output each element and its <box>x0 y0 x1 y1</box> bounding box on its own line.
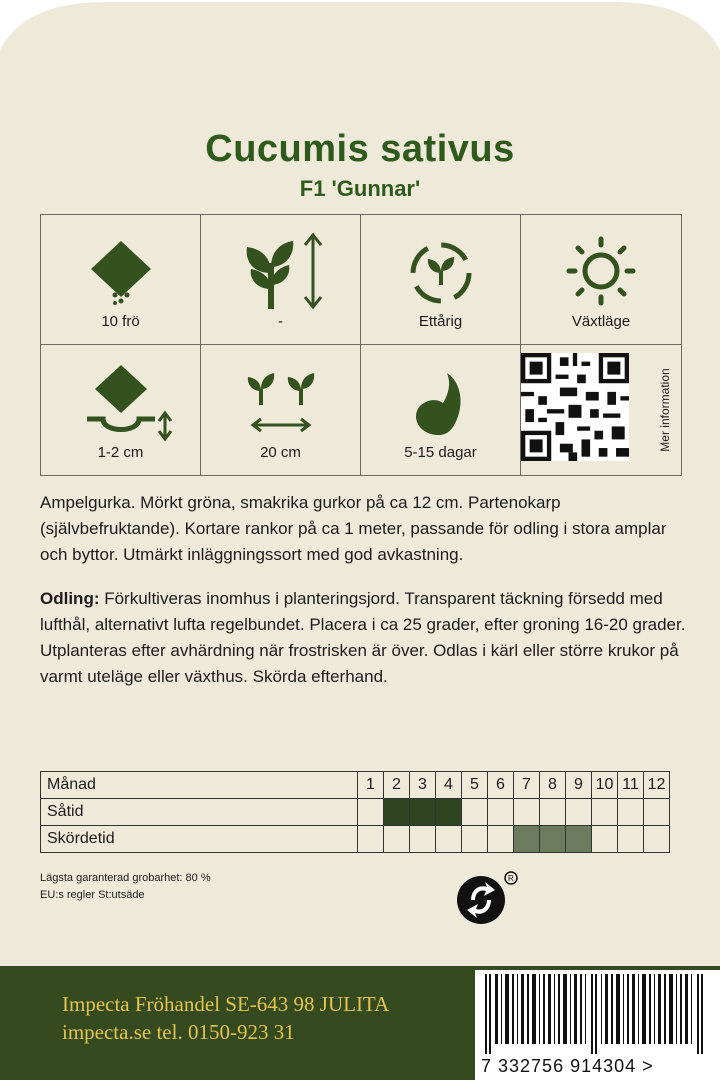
harvest-cell <box>358 826 384 853</box>
cultivation-body: Förkultiveras inomhus i planteringsjord. Transparent täckning försedd med lufthål, alternativt lufta regelbundet. Placera i ca 25 grader, efter groning 16-20 grader. Utplanteras efter avhärdning när frostrisken är över. Odlas i kärl eller större krukor på varmt uteläge eller växthus. Skörda efterhand. <box>40 589 686 686</box>
info-cell-qr <box>521 345 681 475</box>
germination-value: 5-15 dagar <box>404 444 477 461</box>
spacing-value: 20 cm <box>260 444 301 461</box>
month-12: 12 <box>644 772 670 799</box>
sowing-cell <box>384 799 410 826</box>
species-title: Cucumis sativus <box>205 128 515 170</box>
seed-packet-icon <box>41 223 201 313</box>
sowing-label: Såtid <box>41 799 358 826</box>
info-cell-lifecycle <box>361 215 521 345</box>
footer <box>0 966 720 1080</box>
sun-value: Växtläge <box>571 313 631 330</box>
sowing-depth-icon <box>41 353 201 443</box>
sowing-cell <box>592 799 618 826</box>
month-3: 3 <box>410 772 436 799</box>
notes <box>40 870 211 904</box>
germination-icon <box>361 353 521 443</box>
info-cell-germination <box>361 345 521 475</box>
sowing-cell <box>358 799 384 826</box>
barcode <box>475 970 720 1080</box>
hang-hole <box>0 0 720 90</box>
plant-height-value: - <box>278 313 283 330</box>
month-4: 4 <box>436 772 462 799</box>
harvest-cell <box>566 826 592 853</box>
harvest-cell <box>592 826 618 853</box>
harvest-cell <box>462 826 488 853</box>
sowing-cell <box>462 799 488 826</box>
month-6: 6 <box>488 772 514 799</box>
harvest-label: Skördetid <box>41 826 358 853</box>
sowing-cell <box>618 799 644 826</box>
recycling-logo-icon <box>455 870 521 926</box>
harvest-cell <box>514 826 540 853</box>
sowing-cell <box>436 799 462 826</box>
month-8: 8 <box>540 772 566 799</box>
rules-note: EU:s regler St:utsäde <box>40 889 145 901</box>
month-10: 10 <box>592 772 618 799</box>
lifecycle-icon <box>361 223 521 313</box>
sowing-cell <box>410 799 436 826</box>
month-1: 1 <box>358 772 384 799</box>
lifecycle-value: Ettårig <box>418 313 463 330</box>
harvest-cell <box>618 826 644 853</box>
month-5: 5 <box>462 772 488 799</box>
harvest-cell <box>488 826 514 853</box>
company-address: Impecta Fröhandel SE-643 98 JULITA <box>62 992 390 1016</box>
sowing-depth-value: 1-2 cm <box>97 444 144 461</box>
plant-spacing-icon <box>201 353 361 443</box>
description-text: Ampelgurka. Mörkt gröna, smakrika gurkor på ca 12 cm. Partenokarp (självbefruktande). Kortare rankor på ca 1 meter, passande för odling i stora amplar och byttor. Utmärkt inläggningssort med god avkastning. <box>40 493 667 564</box>
plant-height-icon <box>201 223 361 313</box>
info-cell-depth <box>41 345 201 475</box>
cultivation-text <box>40 586 690 690</box>
info-cell-height <box>201 215 361 345</box>
sun-icon <box>521 223 681 313</box>
qr-code-icon[interactable] <box>521 353 629 461</box>
cultivation-label: Odling: <box>40 589 100 608</box>
month-7: 7 <box>514 772 540 799</box>
info-grid <box>40 214 682 476</box>
month-label: Månad <box>41 772 358 799</box>
harvest-cell <box>644 826 670 853</box>
more-info-label: Mer information <box>658 368 672 452</box>
harvest-cell <box>384 826 410 853</box>
info-cell-seeds <box>41 215 201 345</box>
barcode-number: 7 332756 914304 > <box>481 1056 654 1076</box>
month-9: 9 <box>566 772 592 799</box>
company-contact: impecta.se tel. 0150-923 31 <box>62 1020 295 1044</box>
sowing-calendar <box>40 771 670 853</box>
variety-name: F1 'Gunnar' <box>299 176 421 201</box>
info-cell-sun <box>521 215 681 345</box>
info-cell-spacing <box>201 345 361 475</box>
sowing-cell <box>566 799 592 826</box>
harvest-cell <box>436 826 462 853</box>
germination-note: Lägsta garanterad grobarhet: 80 % <box>40 872 211 884</box>
seed-count: 10 frö <box>101 313 140 330</box>
svg-text:R: R <box>508 874 514 883</box>
harvest-cell <box>410 826 436 853</box>
harvest-cell <box>540 826 566 853</box>
sowing-cell <box>540 799 566 826</box>
sowing-cell <box>514 799 540 826</box>
calendar-row-sowing <box>41 799 670 826</box>
calendar-header-row <box>41 772 670 799</box>
sowing-cell <box>644 799 670 826</box>
barcode-icon <box>483 974 713 1054</box>
sowing-cell <box>488 799 514 826</box>
month-2: 2 <box>384 772 410 799</box>
month-11: 11 <box>618 772 644 799</box>
calendar-row-harvest <box>41 826 670 853</box>
